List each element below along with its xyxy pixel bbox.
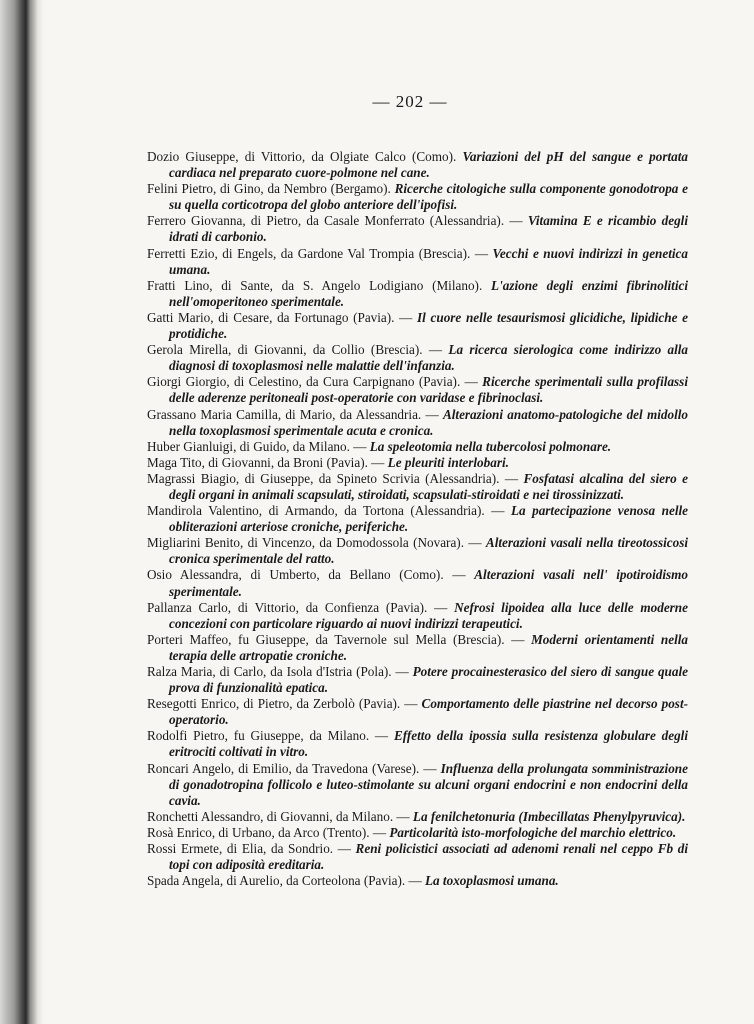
list-item xyxy=(147,809,688,825)
entry-title: Reni policistici associati ad adenomi renali nel ceppo Fb di topi con adiposità ereditaria. xyxy=(169,841,688,873)
list-item xyxy=(147,761,688,809)
entry-title: Influenza della prolungata somministrazione di gonadotropina follicolo e luteo-stimolante su alcuni organi endocrini e non endocrini della cavia. xyxy=(169,760,688,808)
entry-author: Osio Alessandra, di Umberto, da Bellano (Como). — xyxy=(147,567,466,583)
entry-title: L'azione degli enzimi fibrinolitici nell'omoperitoneo sperimentale. xyxy=(169,277,688,309)
entry-author: Felini Pietro, di Gino, da Nembro (Bergamo). xyxy=(147,181,391,197)
entry-author: Magrassi Biagio, di Giuseppe, da Spineto Scrivia (Alessandria). — xyxy=(147,470,519,486)
entry-title: Ricerche sperimentali sulla profilassi delle aderenze peritoneali post-operatorie con varidase e fibrinoclasi. xyxy=(169,374,688,406)
entry-title: Nefrosi lipoidea alla luce delle moderne concezioni con particolare riguardo ai nuovi indirizzi terapeutici. xyxy=(169,599,688,631)
list-item xyxy=(147,374,688,406)
list-item xyxy=(147,535,688,567)
entry-title: Il cuore nelle tesaurismosi glicidiche, lipidiche e protidiche. xyxy=(169,309,688,342)
entry-title: Ricerche citologiche sulla componente gonodotropa e su quella corticotropa del globo anteriore dell'ipofisi. xyxy=(169,181,689,213)
list-item xyxy=(147,873,688,889)
entry-author: Resegotti Enrico, di Pietro, da Zerbolò (Pavia). — xyxy=(147,696,418,712)
thesis-list xyxy=(147,149,688,889)
entry-title: Particolarità isto-morfologiche del marchio elettrico. xyxy=(389,824,677,840)
entry-author: Rosà Enrico, di Urbano, da Arco (Trento). — xyxy=(147,824,387,840)
list-item xyxy=(147,310,688,342)
list-item xyxy=(147,342,688,374)
entry-title: Variazioni del pH del sangue e portata cardiaca nel preparato cuore-polmone nel cane. xyxy=(169,149,689,181)
list-item xyxy=(147,213,688,245)
entry-author: Rossi Ermete, di Elia, da Sondrio. — xyxy=(147,841,351,857)
entry-title: Vecchi e nuovi indirizzi in genetica umana. xyxy=(169,245,689,277)
entry-title: Alterazioni vasali nell' ipotiroidismo sperimentale. xyxy=(169,567,689,599)
entry-author: Dozio Giuseppe, di Vittorio, da Olgiate Calco (Como). xyxy=(147,149,457,164)
list-item xyxy=(147,407,688,439)
list-item xyxy=(147,278,688,310)
list-item xyxy=(147,632,688,664)
list-item xyxy=(147,181,688,213)
entry-title: La ricerca sierologica come indirizzo alla diagnosi di toxoplasmosi nelle malattie dell'infanzia. xyxy=(169,342,689,374)
entry-author: Giorgi Giorgio, di Celestino, da Cura Carpignano (Pavia). — xyxy=(147,374,478,390)
entry-author: Huber Gianluigi, di Guido, da Milano. — xyxy=(147,438,367,454)
entry-author: Spada Angela, di Aurelio, da Corteolona (Pavia). — xyxy=(147,873,422,889)
entry-author: Gatti Mario, di Cesare, da Fortunago (Pavia). — xyxy=(147,309,413,325)
entry-author: Gerola Mirella, di Giovanni, da Collio (Brescia). — xyxy=(147,342,443,358)
entry-title: Comportamento delle piastrine nel decorso post-operatorio. xyxy=(169,696,688,728)
entry-author: Maga Tito, di Giovanni, da Broni (Pavia). — xyxy=(147,454,385,470)
entry-title: La fenilchetonuria (Imbecillatas Phenylpyruvica). xyxy=(412,808,686,824)
list-item xyxy=(147,246,688,278)
entry-title: Moderni orientamenti nella terapia delle artropatie croniche. xyxy=(169,631,688,663)
scan-binding-edge xyxy=(0,0,44,1024)
entry-title: La toxoplasmosi umana. xyxy=(424,873,559,889)
entry-title: Fosfatasi alcalina del siero e degli organi in animali scapsulati, stiroidati, scapsulati-stiroidati e nei tirossinizzati. xyxy=(169,470,688,502)
list-item xyxy=(147,664,688,696)
list-item xyxy=(147,600,688,632)
entry-title: Alterazioni vasali nella tireotossicosi cronica sperimentale del ratto. xyxy=(169,535,689,567)
entry-author: Fratti Lino, di Sante, da S. Angelo Lodigiano (Milano). xyxy=(147,277,483,293)
list-item xyxy=(147,455,688,471)
entry-author: Pallanza Carlo, di Vittorio, da Confienza (Pavia). — xyxy=(147,599,448,615)
entry-title: Alterazioni anatomo-patologiche del midollo nella toxoplasmosi sperimentale acuta e cronica. xyxy=(169,406,688,438)
entry-author: Ferretti Ezio, di Engels, da Gardone Val Trompia (Brescia). — xyxy=(147,245,489,261)
entry-title: La partecipazione venosa nelle obliterazioni arteriose croniche, periferiche. xyxy=(169,503,689,535)
page-number: — 202 — xyxy=(372,92,448,111)
entry-author: Ronchetti Alessandro, di Giovanni, da Milano. — xyxy=(147,808,410,824)
entry-title: Vitamina E e ricambio degli idrati di carbonio. xyxy=(169,213,688,245)
entry-author: Grassano Maria Camilla, di Mario, da Alessandria. — xyxy=(147,406,439,422)
entry-author: Ralza Maria, di Carlo, da Isola d'Istria (Pola). — xyxy=(147,664,409,679)
list-item xyxy=(147,567,688,599)
list-item xyxy=(147,825,688,841)
list-item xyxy=(147,149,688,181)
entry-author: Ferrero Giovanna, di Pietro, da Casale Monferrato (Alessandria). — xyxy=(147,213,523,229)
entry-author: Rodolfi Pietro, fu Giuseppe, da Milano. — xyxy=(147,728,389,744)
entry-author: Porteri Maffeo, fu Giuseppe, da Tavernole sul Mella (Brescia). — xyxy=(147,631,525,647)
entry-title: Potere procainesterasico del siero di sangue quale prova di funzionalità epatica. xyxy=(169,664,689,696)
list-item xyxy=(147,728,688,760)
entry-author: Roncari Angelo, di Emilio, da Travedona (Varese). — xyxy=(147,760,437,776)
entry-title: La speleotomia nella tubercolosi polmonare. xyxy=(369,438,612,454)
entry-author: Migliarini Benito, di Vincenzo, da Domodossola (Novara). — xyxy=(147,535,482,551)
entry-author: Mandirola Valentino, di Armando, da Tortona (Alessandria). — xyxy=(147,503,505,519)
entry-title: Le pleuriti interlobari. xyxy=(387,454,509,470)
list-item xyxy=(147,841,688,873)
list-item xyxy=(147,439,688,455)
entry-title: Effetto della ipossia sulla resistenza globulare degli eritrociti coltivati in vitro. xyxy=(169,728,688,760)
list-item xyxy=(147,503,688,535)
list-item xyxy=(147,696,688,728)
list-item xyxy=(147,471,688,503)
